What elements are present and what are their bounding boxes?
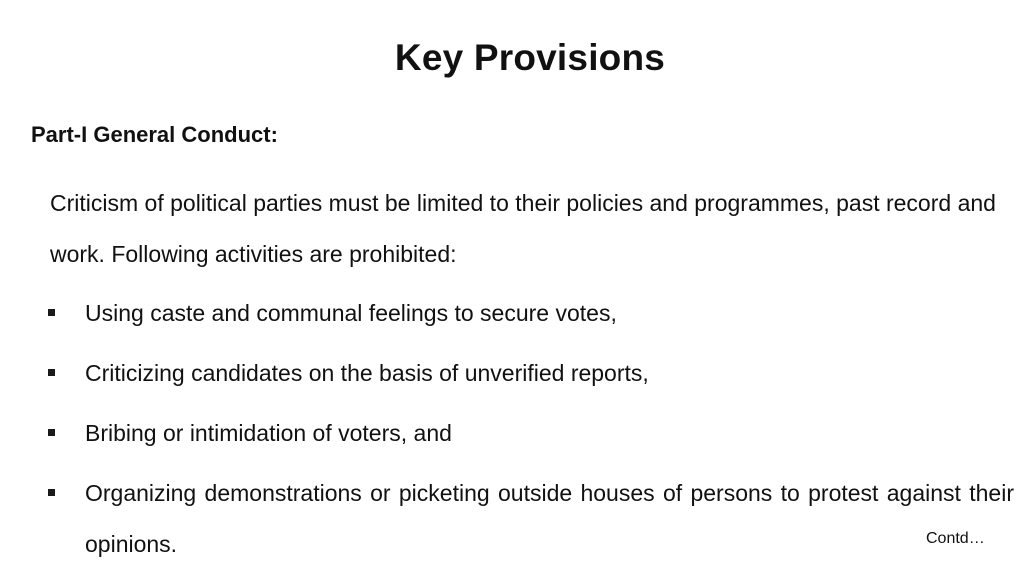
list-item-text: Bribing or intimidation of voters, and xyxy=(85,420,452,446)
list-item-text: Organizing demonstrations or picketing outside houses of persons to protest against their opinions. xyxy=(85,480,1014,557)
square-bullet-icon xyxy=(48,489,55,496)
list-item-text: Using caste and communal feelings to secure votes, xyxy=(85,300,617,326)
square-bullet-icon xyxy=(48,429,55,436)
slide-title: Key Provisions xyxy=(394,37,666,78)
continued-label: Contd… xyxy=(926,530,985,547)
square-bullet-icon xyxy=(48,309,55,316)
list-item xyxy=(46,408,1014,459)
list-item-text: Criticizing candidates on the basis of unverified reports, xyxy=(85,360,649,386)
list-item xyxy=(46,348,1014,399)
list-item xyxy=(46,468,1014,570)
intro-paragraph: Criticism of political parties must be limited to their policies and programmes, past record and work. Following activities are prohibited: xyxy=(50,190,996,267)
list-item xyxy=(46,288,1014,339)
square-bullet-icon xyxy=(48,369,55,376)
section-heading: Part-I General Conduct: xyxy=(31,122,278,147)
prohibited-activities-list xyxy=(46,288,1014,579)
